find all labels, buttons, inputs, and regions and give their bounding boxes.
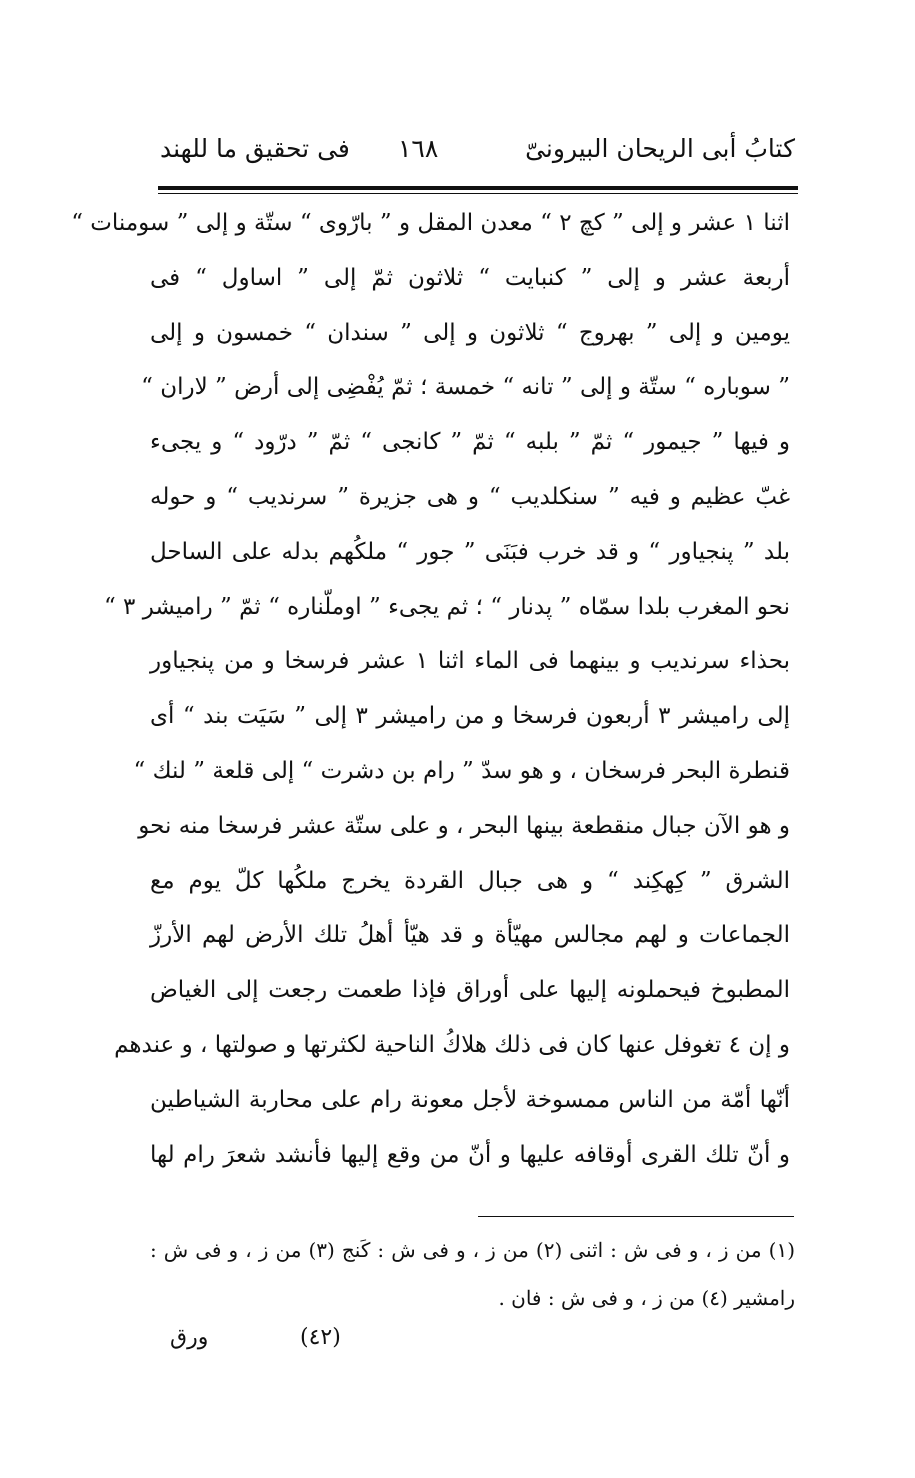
book-title: كتابُ أبى الريحان البيرونىّ	[525, 134, 795, 163]
text-line: و إن ٤ تغوفل عنها كان فى ذلك هلاكُ الناحية لكثرتها و صولتها ، و عندهم	[114, 1031, 790, 1058]
text-line: أربعة عشر و إلى ” كنبايت “ ثلاثون ثمّ إلى ” اساول “ فى	[150, 264, 790, 291]
text-line: الجماعات و لهم مجالس مهيّأة و قد هيّأ أهلُ تلك الأرض لهم الأرزّ	[150, 922, 790, 949]
header-rule-secondary	[158, 193, 798, 194]
text-line: أنّها أمّة من الناس ممسوخة لأجل معونة رام على محاربة الشياطين	[150, 1086, 790, 1113]
catchword: ورق	[170, 1325, 209, 1350]
text-line: قنطرة البحر فرسخان ، و هو سدّ ” رام بن دشرت “ إلى قلعة ” لنك “	[133, 757, 790, 784]
text-line: غبّ عظيم و فيه ” سنكلديب “ و هى جزيرة ” سرنديب “ و حوله	[150, 483, 790, 510]
text-line: ” سوباره “ ستّة و إلى ” تانه “ خمسة ؛ ثمّ يُفْضِى إلى أرض ” لاران “	[141, 374, 790, 401]
footnote-line: (١) من ز ، و فى ش : اثنى (٢) من ز ، و فى ش : كَنج (٣) من ز ، و فى ش :	[150, 1238, 796, 1262]
running-header	[160, 134, 795, 184]
footnote-line: رامشير (٤) من ز ، و فى ش : فان .	[498, 1286, 795, 1310]
text-line: الشرق ” كِهكِند “ و هى جبال القردة يخرج ملكُها كلّ يوم مع	[150, 867, 790, 894]
text-line: يومين و إلى ” بهروج “ ثلاثون و إلى ” سندان “ خمسون و إلى	[150, 319, 790, 346]
text-line: إلى راميشر ٣ أربعون فرسخا و من راميشر ٣ إلى ” سَيَت بند “ أى	[150, 703, 790, 730]
text-line: اثنا ١ عشر و إلى ” كچ ٢ “ معدن المقل و ” بارّوى “ ستّة و إلى ” سومنات “	[71, 210, 790, 236]
text-line: بلد ” پنجياور “ و قد خرب فبَنَى ” جور “ ملكُهم بدله على الساحل	[150, 538, 790, 565]
footnotes	[150, 1226, 795, 1322]
text-line: و أنّ تلك القرى أوقافه عليها و أنّ من وقع إليها فأنشد شعرَ رام لها	[150, 1141, 790, 1168]
work-title: فى تحقيق ما للهند	[160, 134, 350, 163]
text-line: نحو المغرب بلدا سمّاه ” پدنار “ ؛ ثم يجىء ” اوملّناره “ ثمّ ” راميشر ٣ “	[103, 593, 790, 620]
main-text	[71, 196, 791, 1182]
text-line: بحذاء سرنديب و بينهما فى الماء اثنا ١ عشر فرسخا و من پنجياور	[150, 648, 791, 675]
text-line: المطبوخ فيحملونه إليها على أوراق فإذا طعمت رجعت إلى الغياض	[150, 977, 790, 1004]
text-line: و هو الآن جبال منقطعة بينها البحر ، و على ستّة عشر فرسخا منه نحو	[138, 812, 790, 839]
footnote-rule	[478, 1216, 794, 1217]
page-number: ١٦٨	[398, 134, 439, 163]
header-rule	[158, 186, 798, 190]
text-line: و فيها ” جيمور “ ثمّ ” بلبه “ ثمّ ” كانجى “ ثمّ ” درّود “ و يجىء	[150, 429, 790, 456]
page-footer	[160, 1325, 460, 1365]
signature-mark: (٤٢)	[300, 1325, 341, 1350]
